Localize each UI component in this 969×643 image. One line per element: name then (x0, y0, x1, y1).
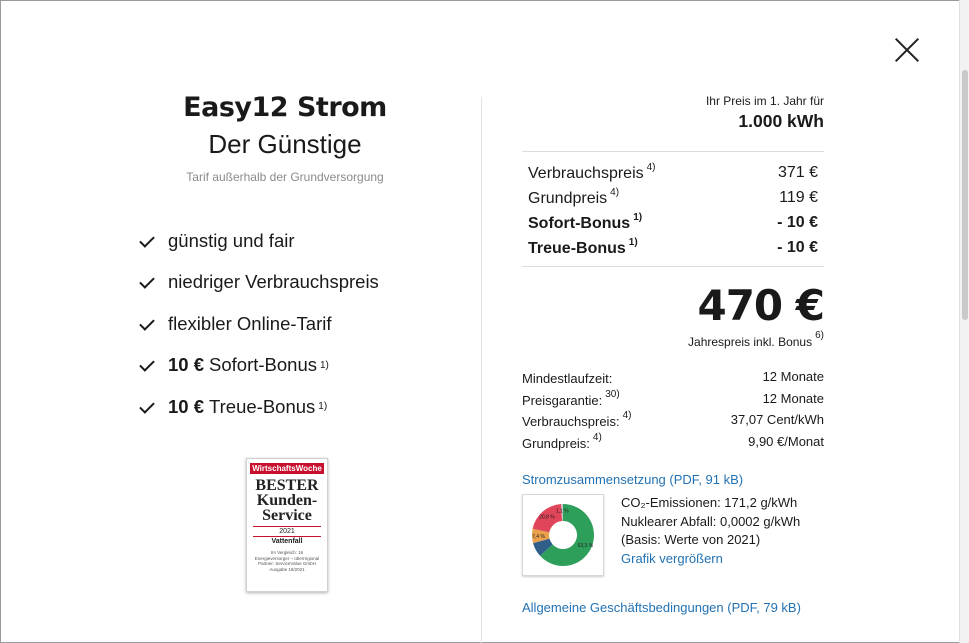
price-breakdown (522, 160, 824, 260)
check-icon (140, 232, 162, 250)
feature-item: niedriger Verbrauchspreis (140, 262, 379, 304)
feature-item: günstig und fair (140, 220, 379, 262)
price-for-label: Ihr Preis im 1. Jahr für (705, 94, 824, 108)
energy-mix-thumbnail[interactable] (522, 494, 604, 576)
feature-list (140, 220, 379, 428)
total-price: 470 € (697, 281, 824, 330)
energy-mix-info (621, 494, 800, 576)
energy-mix (522, 494, 824, 576)
mix-basis: (Basis: Werte von 2021) (621, 532, 761, 547)
detail-row: Grundpreis: $^{4)}$ 9,90 €/Monat (522, 431, 824, 451)
price-panel (522, 94, 824, 615)
award-seal (246, 458, 328, 592)
detail-row: Preisgarantie: $^{30)}$ 12 Monate (522, 388, 824, 408)
pie-label-3: 20,8 % (539, 514, 555, 521)
pie-label-0: 63,3 % (577, 542, 594, 549)
total-note: Jahrespreis inkl. Bonus $^{6)}$ (688, 330, 824, 349)
co2-emissions: CO₂-Emissionen: 171,2 g/kWh (621, 495, 798, 510)
check-icon (140, 398, 162, 416)
product-tagline: Der Günstige (208, 129, 362, 159)
product-title: Easy12 Strom (183, 92, 387, 123)
scrollbar[interactable] (959, 0, 969, 643)
price-row: Treue-Bonus $^{1)}$ - 10 € (528, 237, 818, 257)
divider (522, 266, 824, 267)
feature-item: 10 € Sofort-Bonus 1) (140, 345, 379, 387)
agb-link[interactable]: Allgemeine Geschäftsbedingungen (PDF, 79 kB) (522, 600, 801, 615)
seal-fineprint: Im Vergleich: 16 Energieversorger – überregional Partner: ServiceValue GmbH Ausgabe 18/2021 (254, 550, 320, 572)
feature-item: flexibler Online-Tarif (140, 303, 379, 345)
product-header (120, 92, 450, 184)
stromzusammensetzung-link[interactable]: Stromzusammensetzung (PDF, 91 kB) (522, 472, 744, 487)
pie-label-2: 7,4 % (532, 533, 545, 540)
seal-title: BESTER Kunden- Service (255, 477, 319, 524)
detail-row: Mindestlaufzeit: 12 Monate (522, 369, 824, 387)
detail-row: Verbrauchspreis: $^{4)}$ 37,07 Cent/kWh (522, 410, 824, 430)
check-icon (140, 273, 162, 291)
seal-header: WirtschaftsWoche (250, 463, 324, 474)
column-divider (481, 97, 482, 643)
grafik-link[interactable]: Grafik vergrößern (621, 550, 723, 566)
nuclear-waste: Nuklearer Abfall: 0,0002 g/kWh (621, 513, 801, 529)
close-icon[interactable] (894, 37, 920, 63)
seal-year: 2021 (253, 526, 321, 537)
feature-item: 10 € Treue-Bonus 1) (140, 386, 379, 428)
divider (522, 151, 824, 152)
check-icon (140, 356, 162, 374)
price-row: Sofort-Bonus $^{1)}$ - 10 € (528, 212, 818, 232)
check-icon (140, 315, 162, 333)
energy-mix-pie (527, 499, 599, 571)
price-row: Verbrauchspreis $^{4)}$ 371 € (528, 162, 818, 182)
seal-company: Vattenfall (271, 538, 303, 545)
scrollbar-thumb[interactable] (962, 70, 968, 320)
tariff-details (522, 366, 824, 452)
product-note: Tarif außerhalb der Grundversorgung (186, 170, 384, 184)
price-for-amount: 1.000 kWh (738, 111, 824, 131)
price-row: Grundpreis $^{4)}$ 119 € (528, 187, 818, 207)
pie-label-4: 1,1 % (555, 508, 569, 515)
